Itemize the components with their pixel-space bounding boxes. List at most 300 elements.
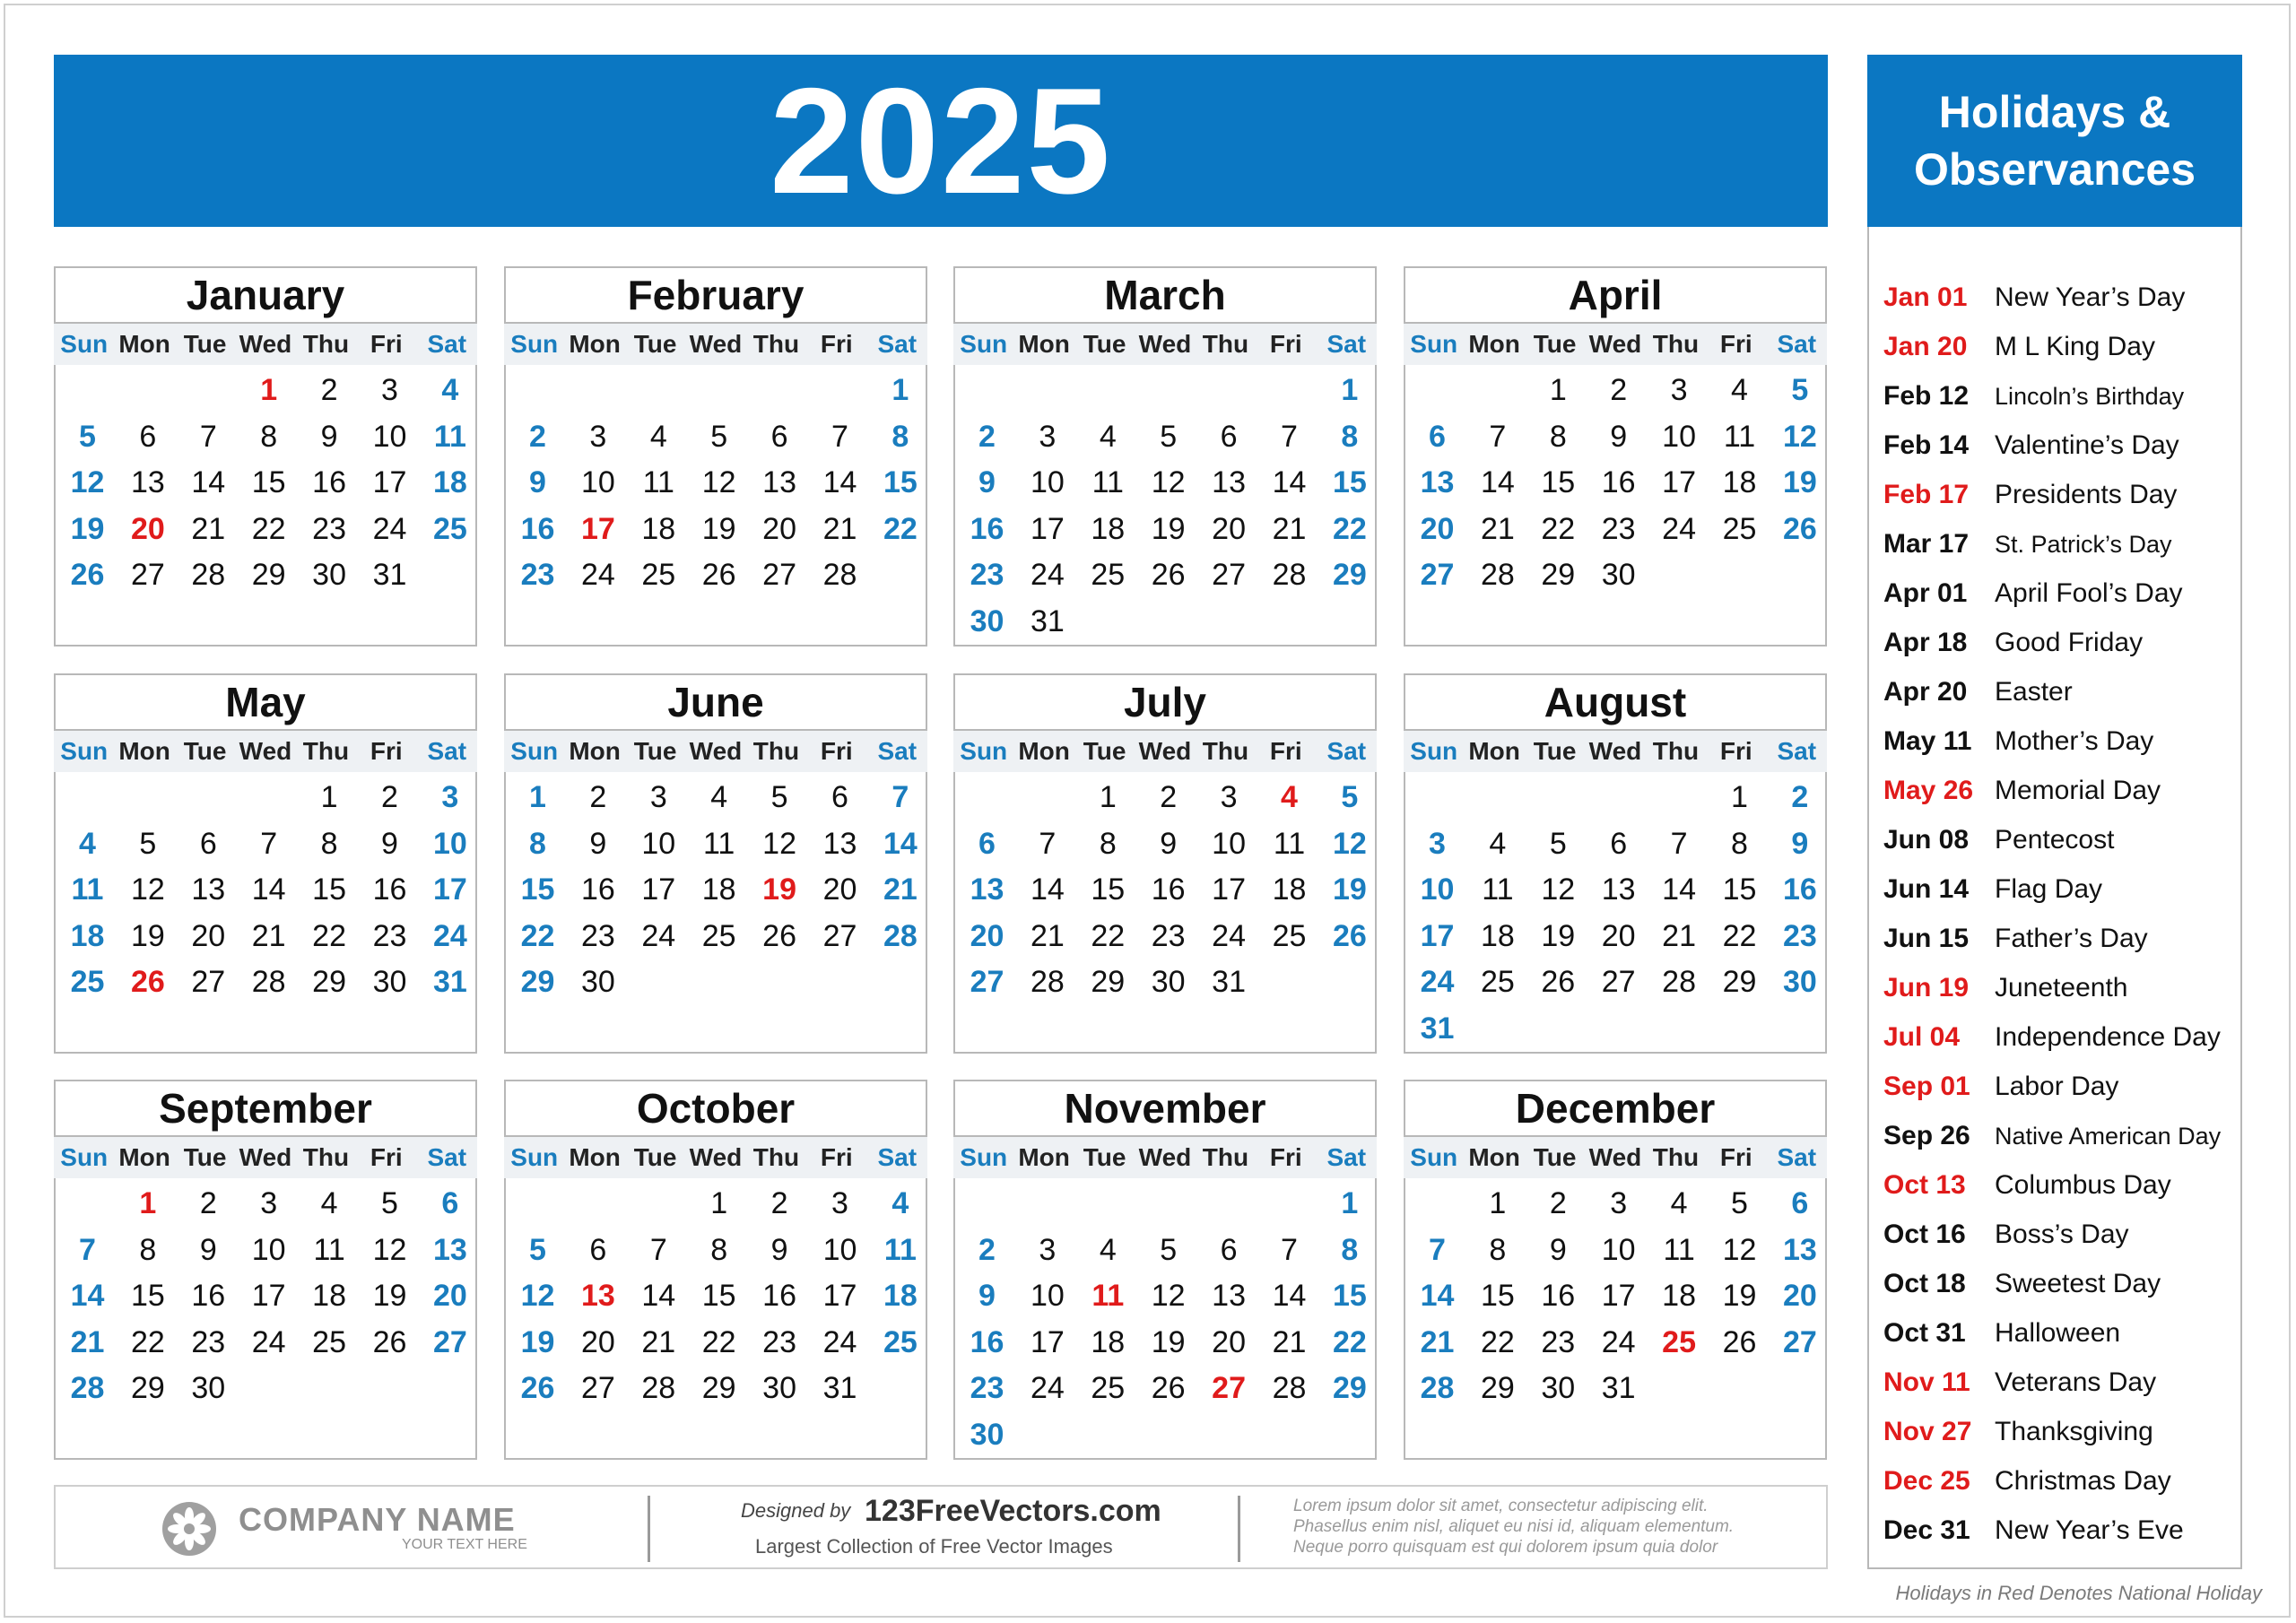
day-cell: 1	[1341, 373, 1359, 407]
day-cell: 28	[251, 965, 286, 999]
day-cell: 22	[701, 1324, 736, 1359]
day-cell: 7	[1489, 419, 1507, 454]
day-cell: 2	[1791, 780, 1809, 814]
holiday-item	[1883, 768, 2161, 813]
day-cell: 21	[883, 872, 918, 907]
month-name: January	[54, 266, 477, 324]
day-cell: 4	[891, 1186, 909, 1220]
day-cell: 7	[260, 826, 278, 861]
day-cell: 17	[1662, 465, 1696, 499]
day-cell: 2	[320, 373, 338, 407]
holiday-item	[1883, 423, 2179, 468]
day-cell: 8	[529, 826, 546, 861]
month-name: October	[504, 1080, 927, 1137]
holiday-item	[1883, 1311, 2120, 1356]
day-cell: 7	[1281, 419, 1298, 454]
month-february	[504, 266, 927, 647]
holiday-item	[1883, 719, 2153, 764]
day-cell: 25	[1722, 511, 1757, 546]
month-september	[54, 1080, 477, 1460]
day-cell: 21	[1662, 918, 1696, 953]
weekday-label: Fri	[1719, 737, 1752, 765]
weekday-label: Thu	[752, 1143, 800, 1171]
day-cell: 6	[1610, 826, 1628, 861]
day-cell: 22	[1480, 1324, 1515, 1359]
weekday-label: Sun	[510, 1143, 559, 1171]
day-cell: 12	[520, 1279, 555, 1313]
weekday-header	[504, 731, 927, 772]
day-cell: 17	[432, 872, 467, 907]
day-cell: 20	[970, 918, 1004, 953]
month-name: November	[953, 1080, 1377, 1137]
weekday-label: Thu	[302, 330, 350, 358]
day-cell: 12	[1541, 872, 1576, 907]
day-cell: 20	[130, 511, 165, 546]
day-cell: 6	[589, 1232, 607, 1267]
day-cell: 1	[1489, 1186, 1507, 1220]
holiday-name: Christmas Day	[1995, 1466, 2171, 1496]
day-cell: 27	[970, 965, 1004, 999]
day-cell: 14	[883, 826, 918, 861]
holiday-item	[1883, 916, 2148, 961]
weekday-label: Wed	[1588, 737, 1642, 765]
holiday-item	[1883, 374, 2184, 419]
day-cell: 5	[1549, 826, 1567, 861]
day-cell: 28	[822, 558, 857, 592]
holiday-name: Veterans Day	[1995, 1367, 2157, 1397]
month-name: December	[1404, 1080, 1827, 1137]
weekday-label: Sat	[1326, 330, 1367, 358]
weekday-header	[953, 1137, 1377, 1178]
weekday-label: Sun	[1410, 737, 1458, 765]
day-cell: 24	[1030, 558, 1065, 592]
day-cell: 6	[1220, 419, 1238, 454]
company-subtext: YOUR TEXT HERE	[402, 1537, 527, 1552]
weekday-label: Wed	[1588, 1143, 1642, 1171]
holiday-item	[1883, 473, 2177, 517]
weekday-label: Sat	[1777, 1143, 1817, 1171]
day-cell: 23	[1541, 1324, 1576, 1359]
day-cell: 7	[199, 419, 217, 454]
holiday-item	[1883, 1015, 2221, 1060]
holiday-date: Jan 20	[1883, 332, 1968, 361]
day-cell: 26	[130, 965, 165, 999]
day-cell: 5	[139, 826, 157, 861]
day-cell: 19	[1722, 1279, 1757, 1313]
day-cell: 20	[1601, 918, 1636, 953]
day-cell: 11	[1273, 826, 1306, 861]
day-cell: 6	[1791, 1186, 1809, 1220]
day-cell: 22	[883, 511, 918, 546]
day-cell: 17	[1030, 1324, 1065, 1359]
day-cell: 5	[710, 419, 728, 454]
day-cell: 9	[1160, 826, 1178, 861]
day-cell: 8	[320, 826, 338, 861]
day-cell: 26	[520, 1371, 555, 1405]
day-cell: 16	[520, 511, 555, 546]
day-cell: 15	[701, 1279, 736, 1313]
day-cell: 11	[433, 419, 466, 454]
day-cell: 28	[1030, 965, 1065, 999]
holiday-name: Columbus Day	[1995, 1170, 2171, 1200]
day-cell: 19	[1782, 465, 1817, 499]
day-cell: 31	[1420, 1011, 1455, 1046]
day-cell: 27	[130, 558, 165, 592]
day-cell: 25	[70, 965, 105, 999]
day-cell: 2	[978, 419, 996, 454]
weekday-label: Fri	[370, 330, 403, 358]
weekday-label: Tue	[1083, 737, 1126, 765]
holiday-name: Thanksgiving	[1995, 1417, 2153, 1446]
day-cell: 28	[1480, 558, 1515, 592]
footer-divider-right	[1238, 1496, 1240, 1562]
holiday-date: Jan 01	[1883, 282, 1968, 312]
day-cell: 24	[1662, 511, 1696, 546]
holiday-name: Halloween	[1995, 1318, 2121, 1348]
day-cell: 2	[978, 1232, 996, 1267]
holidays-title-line1: Holidays &	[1938, 87, 2171, 137]
day-cell: 15	[520, 872, 555, 907]
day-cell: 16	[970, 1324, 1004, 1359]
weekday-label: Thu	[1652, 1143, 1700, 1171]
weekday-label: Wed	[1138, 1143, 1192, 1171]
day-cell: 11	[883, 1232, 917, 1267]
day-cell: 15	[251, 465, 286, 499]
day-cell: 17	[372, 465, 407, 499]
day-cell: 27	[1601, 965, 1636, 999]
day-cell: 28	[191, 558, 226, 592]
day-cell: 2	[1549, 1186, 1567, 1220]
day-cell: 9	[770, 1232, 788, 1267]
day-cell: 12	[130, 872, 165, 907]
day-cell: 8	[1549, 419, 1567, 454]
weekday-label: Sat	[427, 1143, 467, 1171]
day-cell: 23	[1151, 918, 1186, 953]
weekday-label: Fri	[820, 737, 853, 765]
day-cell: 16	[1541, 1279, 1576, 1313]
day-cell: 6	[831, 780, 848, 814]
day-cell: 5	[1791, 373, 1809, 407]
day-cell: 23	[580, 918, 615, 953]
day-cell: 24	[251, 1324, 286, 1359]
holiday-name: New Year’s Day	[1995, 282, 2186, 312]
day-cell: 18	[883, 1279, 918, 1313]
weekday-label: Tue	[1083, 330, 1126, 358]
day-cell: 18	[312, 1279, 346, 1313]
day-cell: 1	[1731, 780, 1748, 814]
weekday-header	[54, 731, 477, 772]
weekday-label: Fri	[1269, 330, 1302, 358]
day-cell: 14	[822, 465, 857, 499]
holiday-name: Sweetest Day	[1995, 1269, 2161, 1298]
holidays-panel-header	[1867, 55, 2242, 227]
day-cell: 2	[529, 419, 546, 454]
day-cell: 8	[710, 1232, 728, 1267]
day-cell: 10	[1601, 1232, 1636, 1267]
days-grid	[1404, 772, 1827, 1054]
day-cell: 13	[191, 872, 226, 907]
day-cell: 27	[822, 918, 857, 953]
day-cell: 16	[372, 872, 407, 907]
day-cell: 22	[520, 918, 555, 953]
day-cell: 25	[432, 511, 467, 546]
day-cell: 1	[710, 1186, 728, 1220]
holiday-item	[1883, 670, 2073, 715]
day-cell: 20	[1782, 1279, 1817, 1313]
day-cell: 8	[1341, 1232, 1359, 1267]
day-cell: 14	[1272, 465, 1307, 499]
holiday-item	[1883, 1360, 2156, 1405]
weekday-label: Fri	[1269, 1143, 1302, 1171]
holiday-name: Lincoln’s Birthday	[1995, 382, 2185, 410]
day-cell: 12	[70, 465, 105, 499]
day-cell: 31	[1601, 1371, 1636, 1405]
day-cell: 5	[1160, 1232, 1178, 1267]
day-cell: 24	[1420, 965, 1455, 999]
month-august	[1404, 673, 1827, 1054]
day-cell: 21	[1030, 918, 1065, 953]
holiday-name: Father’s Day	[1995, 924, 2148, 953]
holiday-date: Apr 18	[1883, 628, 1968, 657]
weekday-label: Sat	[877, 1143, 918, 1171]
holiday-date: Sep 26	[1883, 1121, 1970, 1150]
day-cell: 16	[191, 1279, 226, 1313]
day-cell: 11	[1663, 1232, 1695, 1267]
day-cell: 19	[1332, 872, 1367, 907]
day-cell: 17	[1030, 511, 1065, 546]
day-cell: 6	[199, 826, 217, 861]
days-grid	[504, 1178, 927, 1460]
day-cell: 22	[1091, 918, 1126, 953]
day-cell: 19	[701, 511, 736, 546]
day-cell: 18	[1480, 918, 1515, 953]
day-cell: 22	[1332, 1324, 1367, 1359]
day-cell: 2	[381, 780, 398, 814]
holiday-item	[1883, 1114, 2221, 1159]
day-cell: 10	[641, 826, 676, 861]
weekday-label: Wed	[689, 1143, 743, 1171]
day-cell: 8	[1341, 419, 1359, 454]
day-cell: 15	[1332, 465, 1367, 499]
weekday-label: Mon	[1018, 330, 1070, 358]
day-cell: 16	[970, 511, 1004, 546]
day-cell: 13	[1420, 465, 1455, 499]
day-cell: 17	[1420, 918, 1455, 953]
holiday-date: Mar 17	[1883, 529, 1970, 559]
day-cell: 6	[1429, 419, 1446, 454]
day-cell: 21	[641, 1324, 676, 1359]
holiday-date: Jun 19	[1883, 973, 1970, 1002]
day-cell: 6	[139, 419, 157, 454]
day-cell: 27	[1212, 1371, 1246, 1405]
day-cell: 12	[1151, 465, 1186, 499]
day-cell: 21	[191, 511, 226, 546]
day-cell: 7	[649, 1232, 667, 1267]
day-cell: 11	[1723, 419, 1756, 454]
day-cell: 4	[1731, 373, 1748, 407]
holiday-name: Good Friday	[1995, 628, 2144, 657]
holiday-date: May 26	[1883, 776, 1974, 805]
day-cell: 26	[1722, 1324, 1757, 1359]
day-cell: 27	[191, 965, 226, 999]
day-cell: 3	[1220, 780, 1238, 814]
day-cell: 15	[1332, 1279, 1367, 1313]
holiday-name: Memorial Day	[1995, 776, 2161, 805]
day-cell: 12	[1722, 1232, 1757, 1267]
day-cell: 1	[1341, 1186, 1359, 1220]
day-cell: 3	[1429, 826, 1446, 861]
weekday-label: Mon	[118, 330, 170, 358]
day-cell: 21	[251, 918, 286, 953]
day-cell: 1	[529, 780, 546, 814]
day-cell: 19	[1151, 1324, 1186, 1359]
weekday-label: Mon	[1468, 737, 1520, 765]
day-cell: 16	[312, 465, 346, 499]
day-cell: 20	[580, 1324, 615, 1359]
day-cell: 8	[139, 1232, 157, 1267]
holiday-date: Jul 04	[1883, 1022, 1961, 1052]
day-cell: 12	[1332, 826, 1367, 861]
day-cell: 9	[1549, 1232, 1567, 1267]
month-december	[1404, 1080, 1827, 1460]
day-cell: 14	[1420, 1279, 1455, 1313]
month-name: August	[1404, 673, 1827, 731]
day-cell: 20	[762, 511, 796, 546]
day-cell: 30	[372, 965, 407, 999]
days-grid	[504, 772, 927, 1054]
day-cell: 28	[1272, 1371, 1307, 1405]
day-cell: 7	[1429, 1232, 1446, 1267]
days-grid	[1404, 1178, 1827, 1460]
weekday-label: Sun	[1410, 1143, 1458, 1171]
day-cell: 5	[381, 1186, 398, 1220]
holiday-item	[1883, 867, 2102, 912]
day-cell: 7	[79, 1232, 96, 1267]
day-cell: 12	[1151, 1279, 1186, 1313]
holiday-date: Jun 15	[1883, 924, 1970, 953]
day-cell: 11	[642, 465, 674, 499]
weekday-label: Fri	[370, 737, 403, 765]
day-cell: 25	[1272, 918, 1307, 953]
day-cell: 1	[320, 780, 338, 814]
day-cell: 4	[1099, 1232, 1117, 1267]
weekday-label: Sun	[60, 330, 109, 358]
weekday-label: Sun	[510, 330, 559, 358]
day-cell: 4	[1670, 1186, 1688, 1220]
day-cell: 27	[1782, 1324, 1817, 1359]
day-cell: 19	[762, 872, 796, 907]
day-cell: 2	[199, 1186, 217, 1220]
weekday-label: Tue	[1533, 1143, 1577, 1171]
day-cell: 9	[589, 826, 607, 861]
day-cell: 23	[762, 1324, 796, 1359]
holiday-name: Pentecost	[1995, 825, 2115, 855]
day-cell: 24	[1212, 918, 1246, 953]
day-cell: 20	[1212, 1324, 1246, 1359]
day-cell: 2	[1160, 780, 1178, 814]
day-cell: 18	[641, 511, 676, 546]
day-cell: 3	[831, 1186, 848, 1220]
day-cell: 3	[1610, 1186, 1628, 1220]
holiday-name: Labor Day	[1995, 1072, 2119, 1101]
holiday-name: M L King Day	[1995, 332, 2155, 361]
day-cell: 13	[970, 872, 1004, 907]
day-cell: 28	[1272, 558, 1307, 592]
day-cell: 31	[432, 965, 467, 999]
day-cell: 3	[381, 373, 398, 407]
weekday-label: Wed	[239, 1143, 292, 1171]
day-cell: 21	[1272, 1324, 1307, 1359]
weekday-label: Fri	[370, 1143, 403, 1171]
day-cell: 16	[1601, 465, 1636, 499]
holidays-panel	[1867, 55, 2242, 1569]
national-holiday-note: Holidays in Red Denotes National Holiday	[1895, 1582, 2262, 1604]
weekday-label: Sat	[877, 330, 918, 358]
day-cell: 23	[520, 558, 555, 592]
day-cell: 11	[71, 872, 104, 907]
day-cell: 29	[1480, 1371, 1515, 1405]
weekday-label: Sun	[960, 737, 1008, 765]
day-cell: 7	[1670, 826, 1688, 861]
day-cell: 19	[372, 1279, 407, 1313]
day-cell: 31	[1030, 603, 1065, 638]
holiday-name: St. Patrick’s Day	[1995, 530, 2172, 558]
designed-by-label: Designed by	[741, 1499, 851, 1522]
holiday-name: Boss’s Day	[1995, 1219, 2129, 1249]
day-cell: 14	[70, 1279, 105, 1313]
holiday-name: Flag Day	[1995, 874, 2103, 904]
day-cell: 26	[1151, 1371, 1186, 1405]
day-cell: 11	[313, 1232, 345, 1267]
day-cell: 7	[1281, 1232, 1298, 1267]
day-cell: 6	[978, 826, 996, 861]
day-cell: 19	[130, 918, 165, 953]
day-cell: 6	[1220, 1232, 1238, 1267]
holiday-item	[1883, 1410, 2153, 1454]
day-cell: 14	[191, 465, 226, 499]
weekday-label: Thu	[752, 737, 800, 765]
day-cell: 3	[1670, 373, 1688, 407]
days-grid	[1404, 365, 1827, 647]
holiday-item	[1883, 1262, 2161, 1306]
day-cell: 18	[1662, 1279, 1696, 1313]
day-cell: 28	[641, 1371, 676, 1405]
days-grid	[953, 365, 1377, 647]
day-cell: 18	[1272, 872, 1307, 907]
month-november	[953, 1080, 1377, 1460]
day-cell: 4	[1281, 780, 1298, 814]
holiday-name: New Year’s Eve	[1995, 1515, 2184, 1545]
month-name: April	[1404, 266, 1827, 324]
day-cell: 26	[701, 558, 736, 592]
day-cell: 10	[432, 826, 467, 861]
day-cell: 13	[1782, 1232, 1817, 1267]
weekday-label: Fri	[1269, 737, 1302, 765]
weekday-header	[54, 324, 477, 365]
weekday-label: Mon	[569, 1143, 621, 1171]
weekday-label: Fri	[820, 330, 853, 358]
day-cell: 16	[580, 872, 615, 907]
day-cell: 23	[312, 511, 346, 546]
weekday-label: Wed	[1588, 330, 1642, 358]
day-cell: 15	[1091, 872, 1126, 907]
holiday-item	[1883, 1064, 2118, 1109]
month-name: September	[54, 1080, 477, 1137]
weekday-label: Sat	[877, 737, 918, 765]
holiday-item	[1883, 966, 2127, 1011]
day-cell: 13	[1212, 465, 1246, 499]
day-cell: 30	[970, 1417, 1004, 1452]
